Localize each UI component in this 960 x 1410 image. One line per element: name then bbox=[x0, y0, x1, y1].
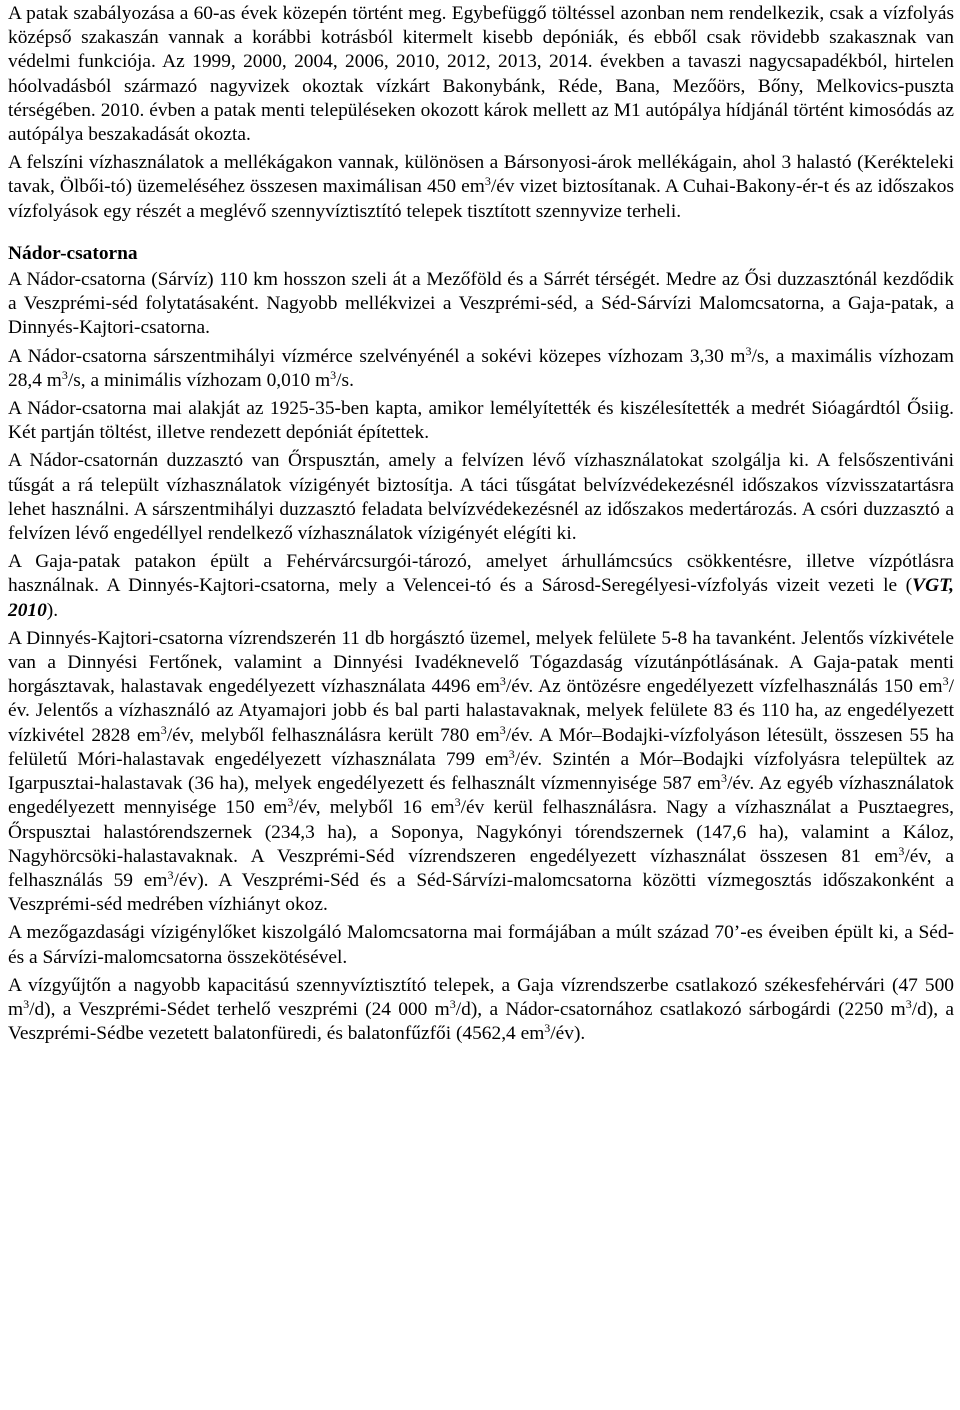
paragraph: A felszíni vízhasználatok a mellékágakon vannak, különösen a Bársonyosi-árok mellékágain, ahol 3 halastó (Kerékteleki tavak, Ölbői-tó) üzemeléséhez összesen maximálisan 450 $em^3/év$ vizet biztosítanak. A Cuhai-Bakony-ér-t és az időszakos vízfolyások egy részét a meglévő szennyvíztisztító telepek tisztított szennyvize terheli. bbox=[8, 152, 955, 222]
paragraph: A Dinnyés-Kajtori-csatorna vízrendszerén 11 db horgásztó üzemel, melyek felülete 5-8 ha tavanként. Jelentős vízkivétele van a Dinnyési Fertőnek, valamint a Dinnyési Ivadéknevelő Tógazdaság vízutánpótlásának. A Gaja-patak menti horgásztavak, halastavak engedélyezett vízhasználata 4496 $em^3/év$. Az öntözésre engedélyezett vízfelhasználás 150 $em^3/év$. Jelentős a vízhasználó az Atyamajori jobb és bal parti halastavaknak, melyek felülete 83 és 110 ha, az engedélyezett vízkivétel 2828 $em^3/év$, melyből felhasználásra került 780 $em^3/év$. A Mór–Bodajki-vízfolyáson létesült, összesen 55 ha felületű Móri-halastavak engedélyezett vízhasználata 799 $em^3/év$. Szintén a Mór–Bodajki vízfolyásra települtek az Igarpusztai-halastavak (36 ha), melyek engedélyezett és felhasznált vízmennyisége 587 $em^3/év$. Az egyéb vízhasználatok engedélyezett mennyisége 150 $em^3/év$, melyből 16 $em^3/év$ kerül felhasználásra. Nagy a vízhasználat a Pusztaegres, Őrspusztai halastórendszernek (234,3 ha), a Soponya, Nagykónyi tórendszernek (147,6 ha), valamint a Káloz, Nagyhörcsöki-halastavaknak. A Veszprémi-Séd vízrendszeren engedélyezett vízhasználat összesen 81 $em^3/év$, a felhasználás 59 $em^3/év$). A Veszprémi-Séd és a Séd-Sárvízi-malomcsatorna közötti vízmegosztás időszakonként a Veszprémi-séd medrében vízhiányt okoz. bbox=[8, 627, 955, 916]
paragraph: A Nádor-csatornán duzzasztó van Őrspusztán, amely a felvízen lévő vízhasználatokat szolgálja ki. A felsőszentiváni tűsgát a rá települt vízhasználatok vízigényét biztosítja. A táci tűsgátat belvízvédekezésnél időszakos vízvisszatartásra lehet használni. A sárszentmihályi duzzasztó feladata belvízvédekezésnél az időszakos medertározás. A csóri duzzasztó a felvízen lévő engedéllyel rendelkező vízhasználatok vízigényét elégíti ki. bbox=[8, 450, 954, 545]
paragraph: A Gaja-patak patakon épült a Fehérvárcsurgói-tározó, amelyet árhullámcsúcs csökkentésre, illetve vízpótlásra használnak. A Dinnyés-Kajtori-csatorna, mely a Velencei-tó és a Sárosd-Seregélyesi-vízfolyás vizeit vezeti le (VGT, 2010). bbox=[8, 551, 954, 621]
paragraph: A Nádor-csatorna sárszentmihályi vízmérce szelvényénél a sokévi közepes vízhozam 3,30 $m^3/s$, a maximális vízhozam 28,4 $m^3/s$, a minimális vízhozam 0,010 $m^3/s$. bbox=[8, 343, 954, 391]
paragraph: A vízgyűjtőn a nagyobb kapacitású szennyvíztisztító telepek, a Gaja vízrendszerbe csatlakozó székesfehérvári (47 500 $m^3/d$), a Veszprémi-Sédet terhelő veszprémi (24 000 $m^3/d$), a Nádor-csatornához csatlakozó sárbogárdi (2250 $m^3/d$), a Veszprémi-Sédbe vezetett balatonfüredi, és balatonfűzfői (4562,4 $em^3/év$). bbox=[8, 974, 954, 1045]
paragraph: A mezőgazdasági vízigénylőket kiszolgáló Malomcsatorna mai formájában a múlt század 70’-es éveiben épült ki, a Séd- és a Sárvízi-malomcsatorna összekötésével. bbox=[8, 922, 954, 968]
paragraph: A patak szabályozása a 60-as évek közepén történt meg. Egybefüggő töltéssel azonban nem rendelkezik, csak a vízfolyás középső szakaszán vannak a korábbi kotrásból kitermelt kisebb depóniák, és ebből csak rövidebb szakasznak van védelmi funkciója. Az 1999, 2000, 2004, 2006, 2010, 2012, 2013, 2014. években a tavaszi nagycsapadékból, hirtelen hóolvadásból származó nagyvizek okoztak vízkárt Bakonybánk, Réde, Bana, Mezőörs, Bőny, Melkovics-puszta térségében. 2010. évben a patak menti településeken okozott károk mellett az M1 autópálya hídjánál történt kimosódás az autópálya beszakadását okozta. bbox=[8, 3, 954, 146]
paragraph: A Nádor-csatorna (Sárvíz) 110 km hosszon szeli át a Mezőföld és a Sárrét térségét. Medre az Ősi duzzasztónál kezdődik a Veszprémi-séd folytatásaként. Nagyobb mellékvizei a Veszprémi-séd, a Séd-Sárvízi Malomcsatorna, a Gaja-patak, a Dinnyés-Kajtori-csatorna. bbox=[8, 269, 954, 339]
paragraph: A Nádor-csatorna mai alakját az 1925-35-ben kapta, amikor lemélyítették és kiszélesítették a medrét Sióagárdtól Ősiig. Két partján töltést, illetve rendezett depóniát építettek. bbox=[8, 398, 954, 444]
section-heading: Nádor-csatorna bbox=[8, 242, 138, 264]
